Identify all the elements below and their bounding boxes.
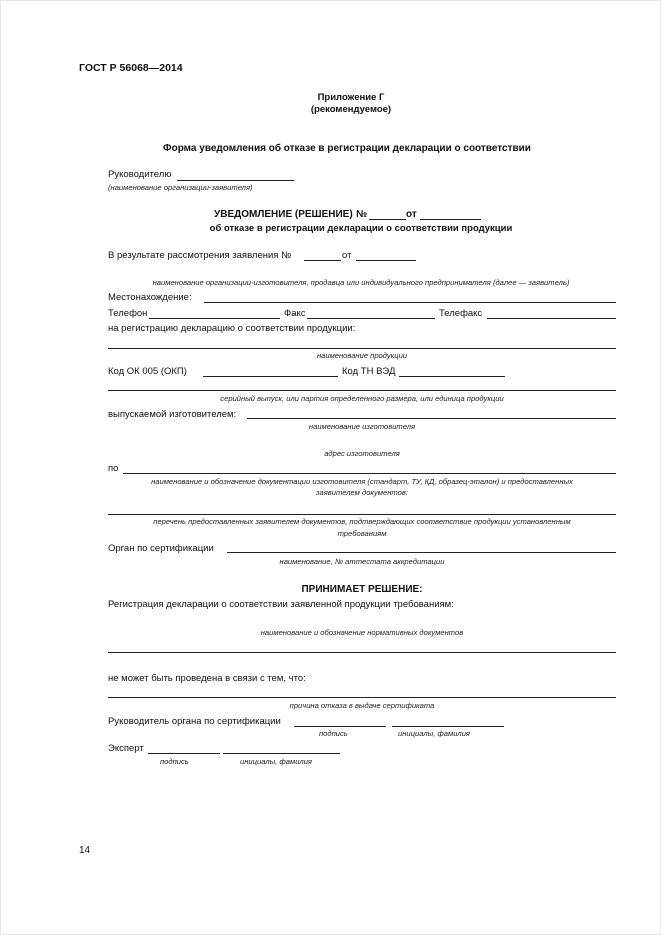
tnved-line (399, 376, 505, 377)
application-number-line (304, 260, 341, 261)
expert-initials-caption: инициалы, фамилия (240, 757, 312, 766)
cannot-text: не может быть проведена в связи с тем, что: (108, 673, 306, 684)
applicant-caption: наименование организации-изготовителя, продавца или индивидуального предпринимателя (далее — заявитель) (152, 278, 570, 287)
head-signature-line (294, 726, 386, 727)
expert-signature-line (148, 753, 220, 754)
result-from: от (342, 250, 352, 261)
head-signature-label: Руководитель органа по сертификации (108, 716, 281, 727)
address-caption: адрес изготовителя (324, 449, 400, 458)
fax-line (307, 318, 435, 319)
manufacturer-caption: наименование изготовителя (308, 422, 416, 431)
okp-label: Код ОК 005 (ОКП) (108, 366, 187, 377)
addressee-line (177, 180, 294, 181)
expert-signature-caption: подпись (160, 757, 189, 766)
notice-heading: УВЕДОМЛЕНИЕ (РЕШЕНИЕ) (214, 209, 353, 220)
page-number: 14 (79, 845, 91, 856)
application-date-line (356, 260, 416, 261)
phone-line (149, 318, 280, 319)
registration-label: на регистрацию декларацию о соответствии продукции: (108, 323, 356, 334)
head-signature-caption: подпись (319, 729, 348, 738)
product-line (108, 348, 616, 349)
addressee-label: Руководителю (108, 169, 172, 180)
head-initials-caption: инициалы, фамилия (398, 729, 470, 738)
tnved-label: Код ТН ВЭД (342, 366, 396, 377)
series-line (108, 390, 616, 391)
manufacturer-line (247, 418, 616, 419)
reason-line (108, 697, 616, 698)
standard-designation: ГОСТ Р 56068—2014 (79, 62, 183, 74)
cert-body-line (227, 552, 616, 553)
documentation-caption-1: наименование и обозначение документации изготовителя (стандарт, ТУ, КД, образец-эталон) и предоставленных (151, 477, 573, 486)
okp-line (203, 376, 338, 377)
documentation-caption-2: заявителем документов: (316, 488, 408, 497)
result-text: В результате рассмотрения заявления № (108, 250, 292, 261)
decision-heading: ПРИНИМАЕТ РЕШЕНИЕ: (301, 584, 423, 595)
phone-label: Телефон (108, 308, 148, 319)
product-caption: наименование продукции (316, 351, 408, 360)
addressee-caption: (наименование организации-заявителя) (108, 183, 253, 192)
documents-list-caption-1: перечень предоставленных заявителем документов, подтверждающих соответствие продукции установленным (153, 517, 571, 526)
telefax-line (487, 318, 616, 319)
norm-docs-caption: наименование и обозначение нормативных документов (260, 628, 464, 637)
norm-docs-line (108, 652, 616, 653)
expert-initials-line (223, 753, 340, 754)
appendix-subtitle: (рекомендуемое) (310, 104, 392, 115)
fax-label: Факс (284, 308, 306, 319)
location-label: Местонахождение: (108, 292, 192, 303)
reason-caption: причина отказа в выдаче сертификата (289, 701, 435, 710)
decision-text: Регистрация декларации о соответствии заявленной продукции требованиям: (108, 599, 454, 610)
form-title: Форма уведомления об отказе в регистрации декларации о соответствии (163, 143, 531, 154)
series-caption: серийный выпуск, или партия определенного размера, или единица продукции (220, 394, 504, 403)
appendix-title: Приложение Г (317, 92, 385, 103)
notice-date-line (420, 219, 481, 220)
location-line (204, 302, 616, 303)
notice-from: от (406, 209, 417, 220)
po-label: по (108, 463, 119, 474)
head-initials-line (392, 726, 504, 727)
notice-subheading: об отказе в регистрации декларации о соответствии продукции (209, 223, 513, 234)
telefax-label: Телефакс (439, 308, 483, 319)
cert-body-label: Орган по сертификации (108, 543, 214, 554)
cert-body-caption: наименование, № аттестата аккредитации (279, 557, 445, 566)
documentation-line (123, 473, 616, 474)
documents-list-caption-2: требованиям (337, 529, 387, 538)
manufacturer-label: выпускаемой изготовителем: (108, 409, 237, 420)
expert-label: Эксперт (108, 743, 144, 754)
documents-list-line (108, 514, 616, 515)
notice-number-line (369, 219, 406, 220)
notice-number-sign: № (356, 209, 368, 220)
